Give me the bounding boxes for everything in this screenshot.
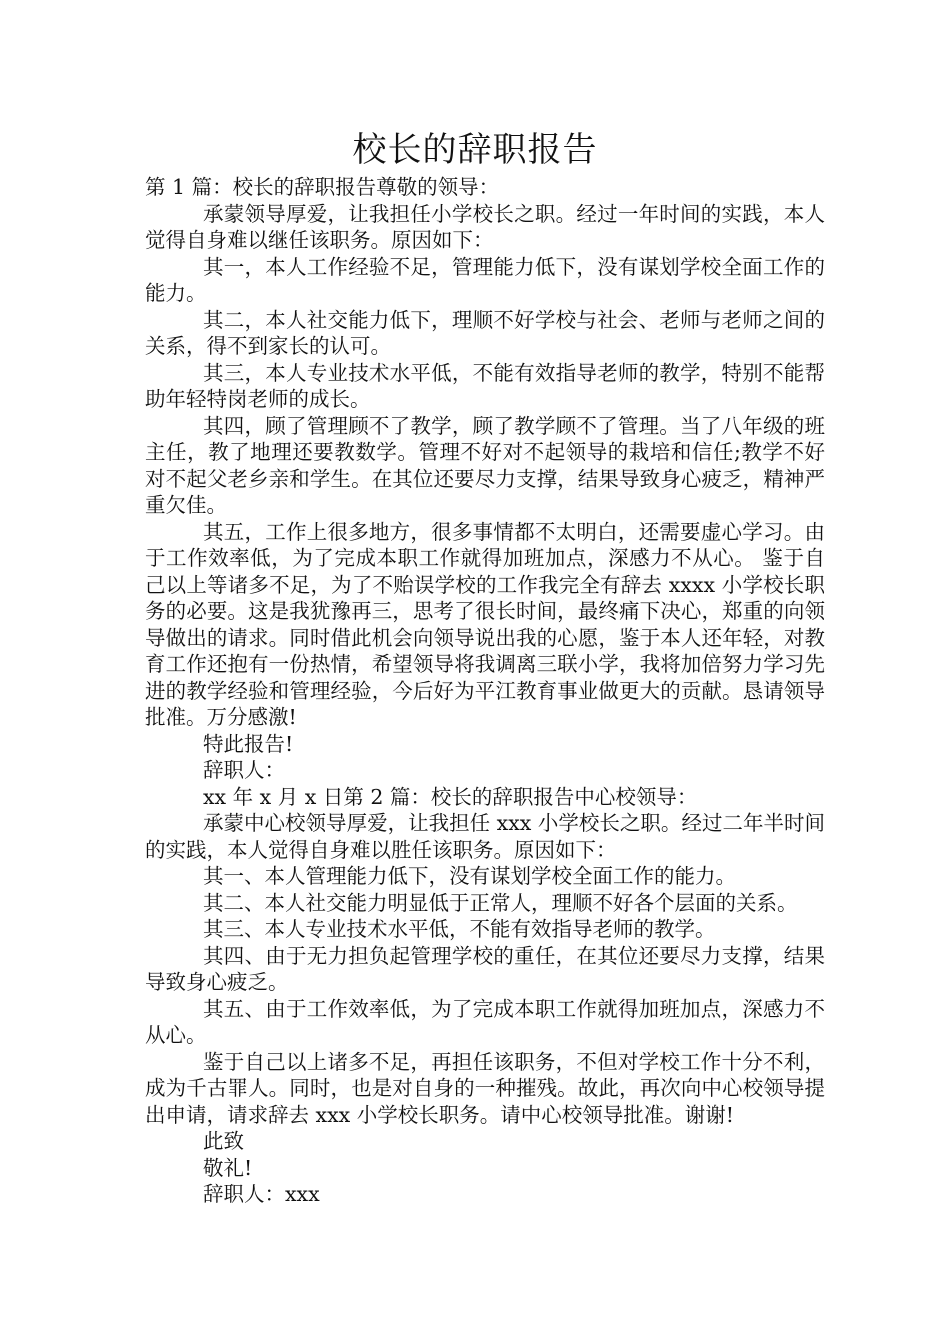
paragraph: 其三，本人专业技术水平低，不能有效指导老师的教学，特别不能帮助年轻特岗老师的成长。 — [145, 360, 825, 411]
paragraph: 其五，工作上很多地方，很多事情都不太明白，还需要虚心学习。由于工作效率低，为了完成本职工作就得加班加点，深感力不从心。 鉴于自己以上等诸多不足，为了不贻误学校的工作我完全有辞去 xxxx 小学校长职务的必要。这是我犹豫再三，思考了很长时间，最终痛下决心，郑重的向领导做出的请求。同时借此机会向领导说出我的心愿，鉴于本人还年轻，对教育工作还抱有一份热情，希望领导将我调离三联小学，我将加倍努力学习先进的教学经验和管理经验，今后好为平江教育事业做更大的贡献。恳请领导批准。万分感激! — [145, 519, 825, 729]
paragraph: 其三、本人专业技术水平低，不能有效指导老师的教学。 — [203, 917, 716, 941]
paragraph: 其一，本人工作经验不足，管理能力低下，没有谋划学校全面工作的能力。 — [145, 254, 825, 305]
paragraph: 承蒙中心校领导厚爱，让我担任 xxx 小学校长之职。经过二年半时间的实践，本人觉得自身难以胜任该职务。原因如下： — [145, 811, 825, 862]
document-body — [145, 174, 825, 1208]
paragraph: 其二、本人社交能力明显低于正常人，理顺不好各个层面的关系。 — [203, 890, 798, 915]
paragraph: 辞职人： — [203, 758, 285, 782]
paragraph: 此致 — [203, 1129, 244, 1153]
paragraph: 其一、本人管理能力低下，没有谋划学校全面工作的能力。 — [203, 864, 736, 888]
paragraph: xx 年 x 月 x 日第 2 篇：校长的辞职报告中心校领导： — [203, 784, 698, 809]
paragraph: 辞职人：xxx — [203, 1182, 320, 1206]
paragraph: 其五、由于工作效率低，为了完成本职工作就得加班加点，深感力不从心。 — [145, 996, 825, 1047]
paragraph: 其二，本人社交能力低下，理顺不好学校与社会、老师与老师之间的关系，得不到家长的认可。 — [145, 307, 825, 358]
paragraph: 鉴于自己以上诸多不足，再担任该职务，不但对学校工作十分不利，成为千古罪人。同时，也是对自身的一种摧残。故此，再次向中心校领导提出申请，请求辞去 xxx 小学校长职务。请中心校领导批准。谢谢! — [145, 1049, 825, 1127]
document-title: 校长的辞职报告 — [352, 130, 598, 170]
paragraph: 承蒙领导厚爱，让我担任小学校长之职。经过一年时间的实践，本人觉得自身难以继任该职务。原因如下： — [145, 201, 825, 252]
paragraph: 敬礼! — [203, 1155, 253, 1180]
paragraph: 其四、由于无力担负起管理学校的重任，在其位还要尽力支撑，结果导致身心疲乏。 — [145, 943, 825, 994]
paragraph: 其四，顾了管理顾不了教学，顾了教学顾不了管理。当了八年级的班主任，教了地理还要教数学。管理不好对不起领导的栽培和信任;教学不好对不起父老乡亲和学生。在其位还要尽力支撑，结果导致身心疲乏，精神严重欠佳。 — [145, 413, 825, 517]
paragraph: 第 1 篇：校长的辞职报告尊敬的领导： — [145, 175, 500, 199]
paragraph: 特此报告! — [203, 731, 294, 756]
